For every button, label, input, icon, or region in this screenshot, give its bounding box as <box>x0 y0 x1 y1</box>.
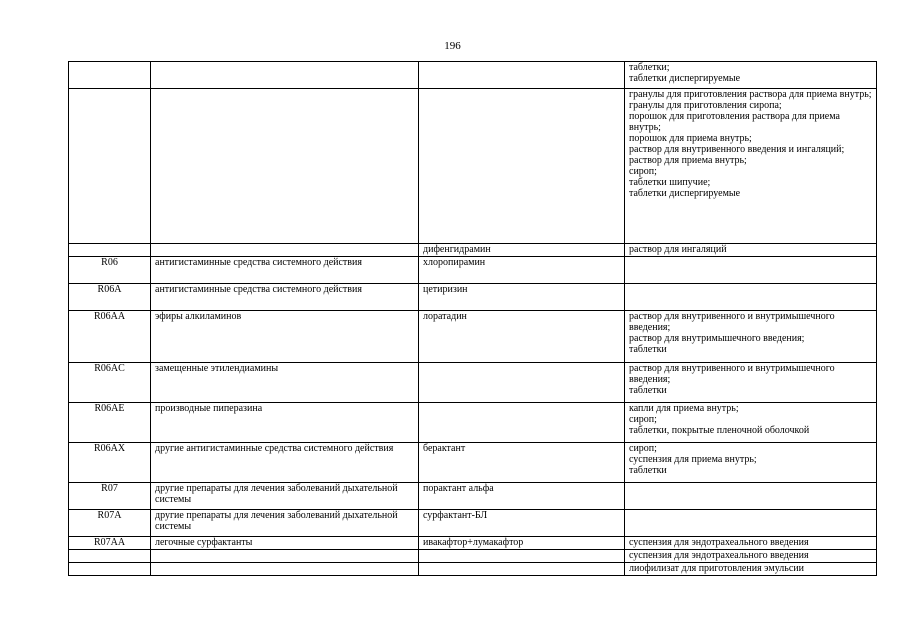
cell-dosage-form: сироп; суспензия для приема внутрь; таблетки <box>625 443 877 483</box>
cell-drug-name <box>419 563 625 576</box>
cell-atc-code: R06A <box>69 284 151 311</box>
table-row <box>69 537 877 550</box>
cell-dosage-form <box>625 483 877 510</box>
table-row <box>69 563 877 576</box>
table-row <box>69 311 877 363</box>
cell-dosage-form <box>625 284 877 311</box>
cell-drug-name: лоратадин <box>419 311 625 363</box>
cell-drug-name: берактант <box>419 443 625 483</box>
cell-group-name: эфиры алкиламинов <box>151 311 419 363</box>
cell-dosage-form: гранулы для приготовления раствора для приема внутрь; гранулы для приготовления сиропа; порошок для приготовления раствора для приема внутрь; порошок для приема внутрь; раствор для внутривенного введения и ингаляций; раствор для приема внутрь; сироп; таблетки шипучие; таблетки диспергируемые <box>625 89 877 244</box>
cell-group-name: замещенные этилендиамины <box>151 363 419 403</box>
table-row <box>69 443 877 483</box>
cell-atc-code: R06AC <box>69 363 151 403</box>
cell-group-name: антигистаминные средства системного действия <box>151 257 419 284</box>
table-row <box>69 363 877 403</box>
cell-dosage-form: таблетки; таблетки диспергируемые <box>625 62 877 89</box>
table-row <box>69 244 877 257</box>
cell-group-name <box>151 62 419 89</box>
cell-drug-name <box>419 403 625 443</box>
cell-atc-code <box>69 550 151 563</box>
table-row <box>69 510 877 537</box>
cell-group-name <box>151 563 419 576</box>
cell-dosage-form: суспензия для эндотрахеального введения <box>625 537 877 550</box>
cell-group-name: легочные сурфактанты <box>151 537 419 550</box>
cell-dosage-form: суспензия для эндотрахеального введения <box>625 550 877 563</box>
cell-drug-name: ивакафтор+лумакафтор <box>419 537 625 550</box>
cell-dosage-form: раствор для внутривенного и внутримышечного введения; раствор для внутримышечного введения; таблетки <box>625 311 877 363</box>
cell-drug-name: порактант альфа <box>419 483 625 510</box>
cell-drug-name: дифенгидрамин <box>419 244 625 257</box>
cell-atc-code: R06AE <box>69 403 151 443</box>
table-row <box>69 550 877 563</box>
cell-group-name: другие антигистаминные средства системного действия <box>151 443 419 483</box>
cell-dosage-form: капли для приема внутрь; сироп; таблетки, покрытые пленочной оболочкой <box>625 403 877 443</box>
cell-drug-name: цетиризин <box>419 284 625 311</box>
cell-atc-code: R07A <box>69 510 151 537</box>
cell-atc-code: R07AA <box>69 537 151 550</box>
cell-dosage-form: раствор для внутривенного и внутримышечного введения; таблетки <box>625 363 877 403</box>
cell-drug-name <box>419 89 625 244</box>
table-row <box>69 284 877 311</box>
cell-atc-code <box>69 62 151 89</box>
cell-drug-name <box>419 363 625 403</box>
page-number: 196 <box>444 40 461 52</box>
cell-group-name <box>151 244 419 257</box>
cell-atc-code <box>69 244 151 257</box>
cell-atc-code <box>69 89 151 244</box>
cell-drug-name <box>419 62 625 89</box>
cell-group-name: другие препараты для лечения заболеваний дыхательной системы <box>151 510 419 537</box>
cell-atc-code <box>69 563 151 576</box>
cell-drug-name: сурфактант-БЛ <box>419 510 625 537</box>
cell-group-name <box>151 89 419 244</box>
table-row <box>69 403 877 443</box>
table-row <box>69 257 877 284</box>
cell-group-name <box>151 550 419 563</box>
table-row <box>69 89 877 244</box>
table-row <box>69 483 877 510</box>
cell-atc-code: R06 <box>69 257 151 284</box>
drug-table <box>68 61 877 576</box>
cell-drug-name <box>419 550 625 563</box>
cell-group-name: производные пиперазина <box>151 403 419 443</box>
table-body <box>69 62 877 576</box>
cell-group-name: антигистаминные средства системного действия <box>151 284 419 311</box>
cell-atc-code: R07 <box>69 483 151 510</box>
cell-atc-code: R06AA <box>69 311 151 363</box>
cell-dosage-form: раствор для ингаляций <box>625 244 877 257</box>
table-row <box>69 62 877 89</box>
cell-dosage-form <box>625 257 877 284</box>
cell-drug-name: хлоропирамин <box>419 257 625 284</box>
cell-dosage-form: лиофилизат для приготовления эмульсии <box>625 563 877 576</box>
cell-group-name: другие препараты для лечения заболеваний дыхательной системы <box>151 483 419 510</box>
cell-dosage-form <box>625 510 877 537</box>
cell-atc-code: R06AX <box>69 443 151 483</box>
